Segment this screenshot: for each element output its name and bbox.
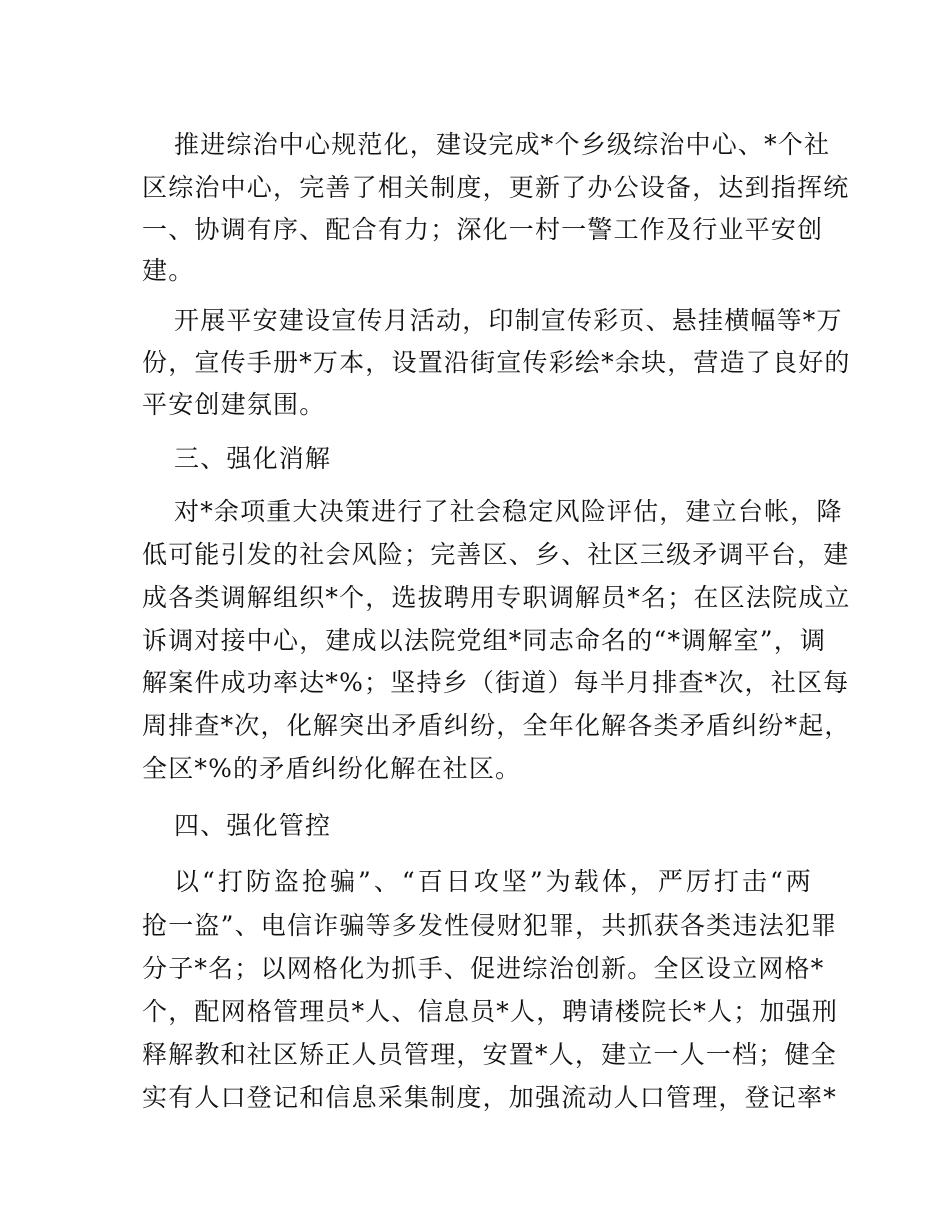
paragraph-3-line-3: 成各类调解组织*个，选拔聘用专职调解员*名；在区法院成立	[142, 583, 851, 612]
paragraph-1-line-3: 一、协调有序、配合有力；深化一村一警工作及行业平安创	[142, 215, 824, 244]
paragraph-1-line-2: 区综治中心，完善了相关制度，更新了办公设备，达到指挥统	[142, 173, 850, 202]
paragraph-3-line-1: 对*余项重大决策进行了社会稳定风险评估，建立台帐，降	[174, 497, 843, 526]
section-heading-4: 四、强化管控	[174, 811, 332, 840]
paragraph-3-line-5: 解案件成功率达*%；坚持乡（街道）每半月排查*次，社区每	[142, 668, 850, 697]
paragraph-3-line-6: 周排查*次，化解突出矛盾纠纷，全年化解各类矛盾纠纷*起，	[142, 711, 851, 740]
section-heading-3: 三、强化消解	[174, 444, 332, 473]
paragraph-4-line-1: 以“打防盗抢骗”、“百日攻坚”为载体，严厉打击“两	[174, 867, 812, 896]
paragraph-3-line-2: 低可能引发的社会风险；完善区、乡、社区三级矛调平台，建	[142, 540, 850, 569]
paragraph-1-line-1: 推进综治中心规范化，建设完成*个乡级综治中心、*个社	[174, 130, 831, 159]
paragraph-2-line-2: 份，宣传手册*万本，设置沿街宣传彩绘*余块，营造了良好的	[142, 348, 851, 377]
paragraph-2-line-3: 平安创建氛围。	[142, 390, 326, 419]
paragraph-4-line-6: 实有人口登记和信息采集制度，加强流动人口管理，登记率*	[142, 1083, 837, 1112]
paragraph-3-line-4: 诉调对接中心，建成以法院党组*同志命名的“*调解室”，调	[142, 626, 827, 655]
paragraph-4-line-3: 分子*名；以网格化为抓手、促进综治创新。全区设立网格*	[142, 954, 825, 983]
paragraph-4-line-2: 抢一盗”、电信诈骗等多发性侵财犯罪，共抓获各类违法犯罪	[142, 911, 838, 940]
paragraph-2-line-1: 开展平安建设宣传月活动，印制宣传彩页、悬挂横幅等*万	[174, 306, 843, 335]
paragraph-3-line-7: 全区*%的矛盾纠纷化解在社区。	[142, 754, 522, 783]
paragraph-4-line-5: 释解教和社区矫正人员管理，安置*人，建立一人一档；健全	[142, 1040, 837, 1069]
paragraph-4-line-4: 个，配网格管理员*人、信息员*人，聘请楼院长*人；加强刑	[142, 997, 839, 1026]
paragraph-1-line-4: 建。	[142, 256, 195, 285]
